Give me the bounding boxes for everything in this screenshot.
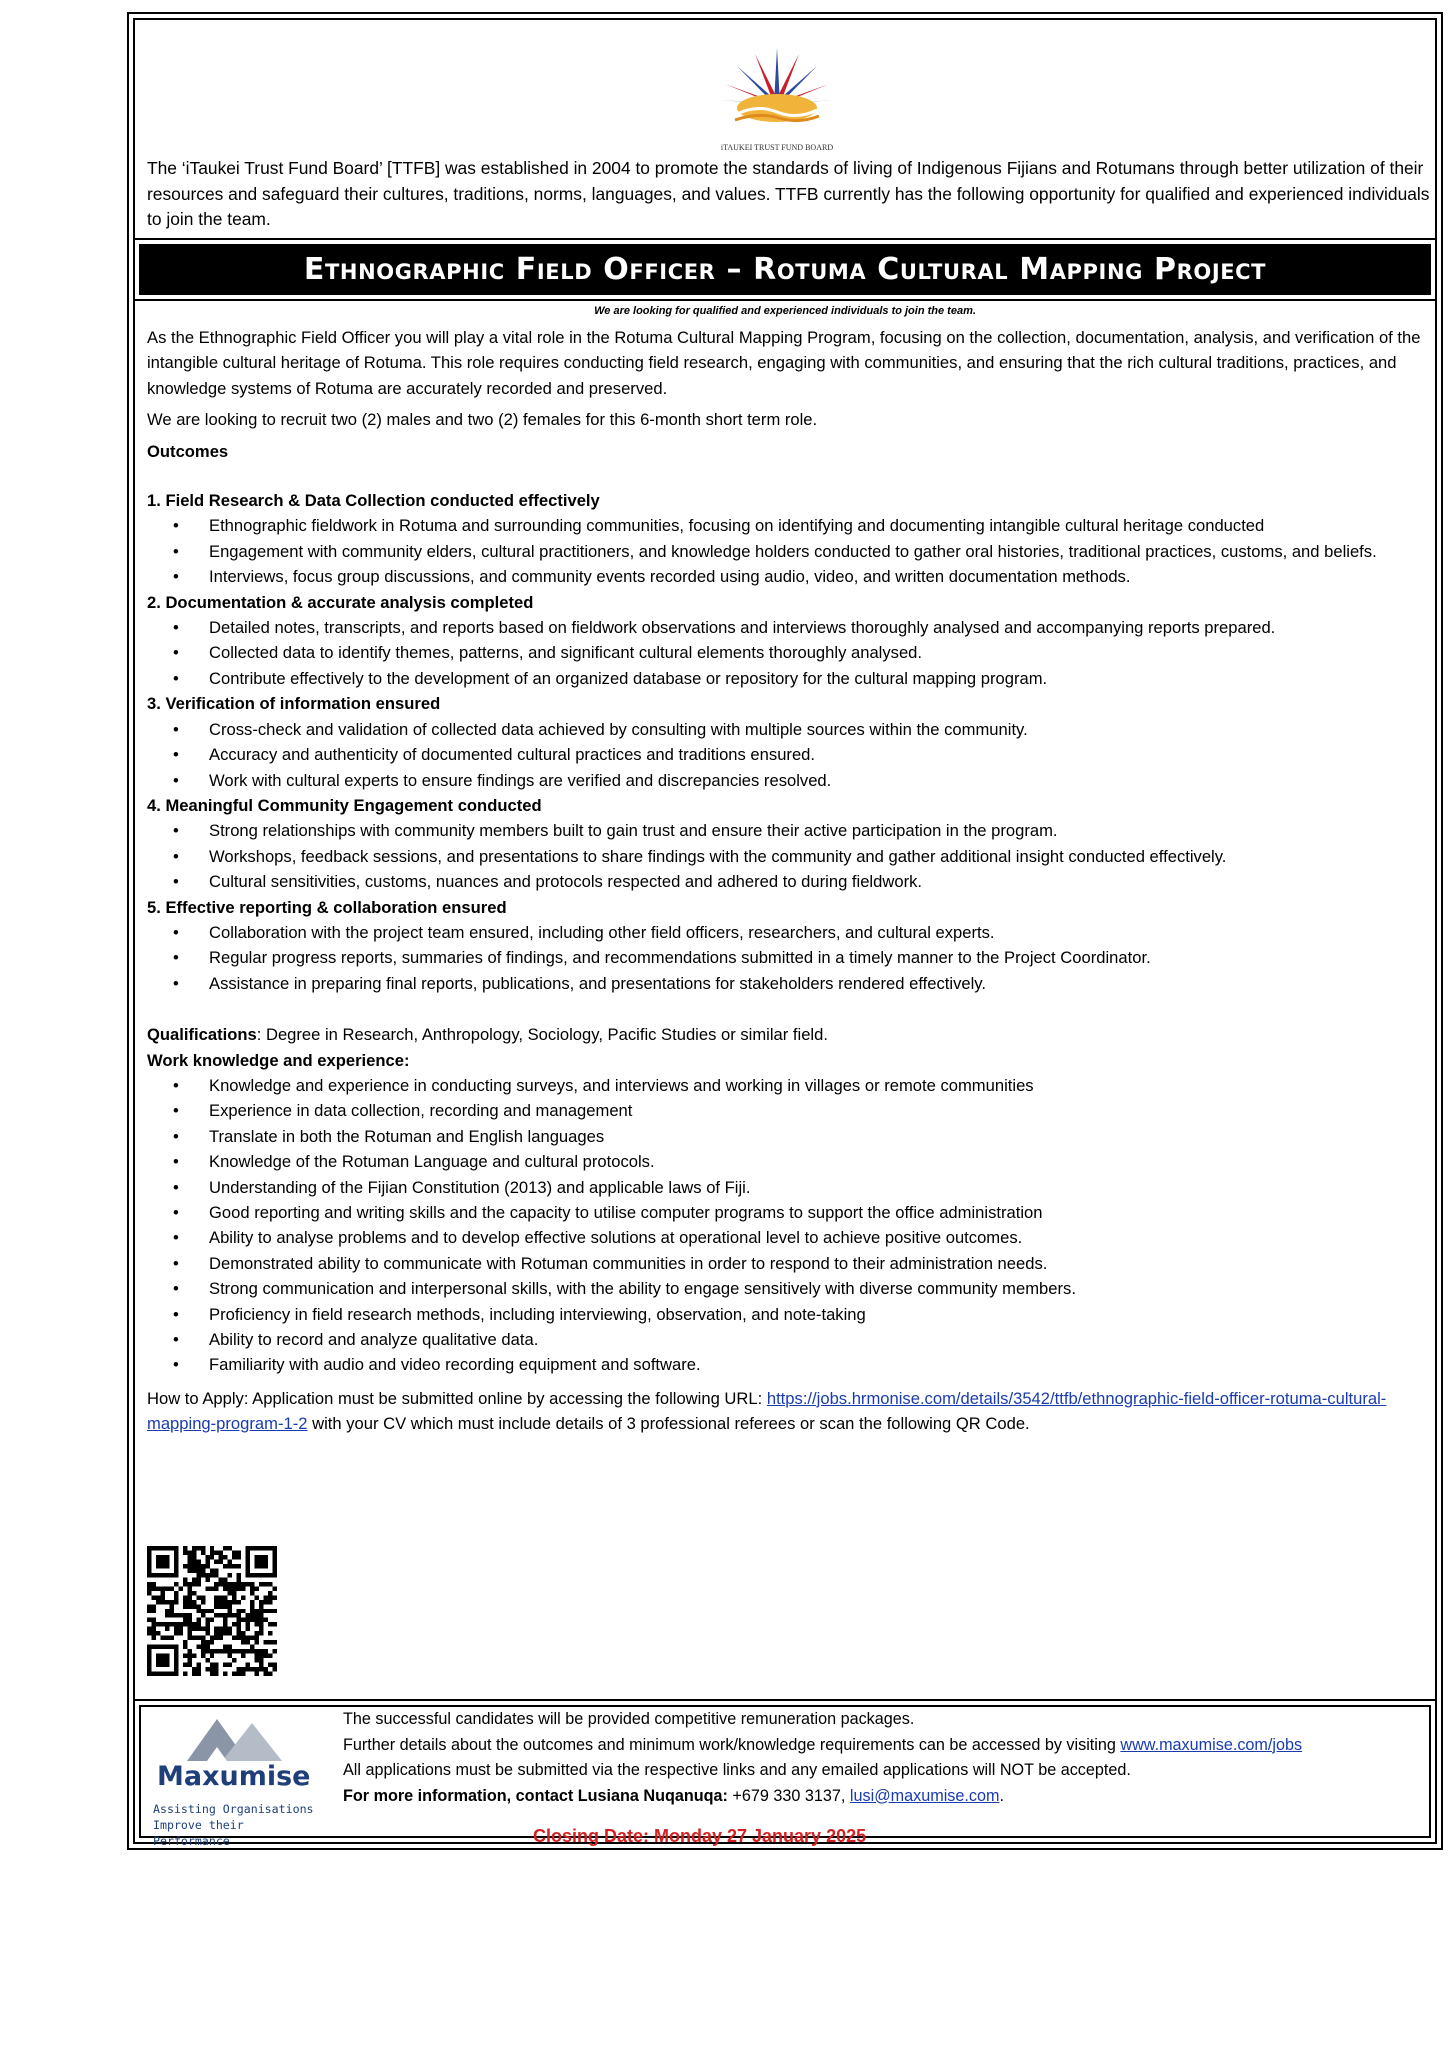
experience-heading: Work knowledge and experience:	[147, 1050, 410, 1070]
outcome-items	[147, 818, 1437, 894]
experience-item: • Ability to record and analyze qualitative data.	[147, 1327, 1437, 1352]
apply-prefix: How to Apply: Application must be submitted online by accessing the following URL:	[147, 1388, 767, 1408]
qr-code[interactable]	[147, 1546, 277, 1676]
maxumise-name: Maxumise	[157, 1761, 311, 1792]
ttfb-logo-text: iTAUKEI TRUST FUND BOARD	[720, 143, 834, 152]
intro-paragraph: The ‘iTaukei Trust Fund Board’ [TTFB] was established in 2004 to promote the standards of living of Indigenous Fijians and Rotumans through better utilization of their resources and safeguard their cultures, traditions, norms, languages, and values. TTFB currently has the following opportunity for qualified and experienced individuals to join the team.	[147, 158, 1430, 229]
outcomes-list	[147, 488, 1437, 996]
outcome-title: 3. Verification of information ensured	[147, 694, 441, 714]
outcome-items	[147, 717, 1437, 793]
qualifications	[147, 1022, 1437, 1047]
contact-label: For more information, contact Lusiana Nuqanuqa:	[343, 1786, 728, 1805]
experience-item: • Knowledge of the Rotuman Language and cultural protocols.	[147, 1149, 1437, 1174]
advert-frame	[127, 12, 1443, 1850]
experience-item: • Familiarity with audio and video recording equipment and software.	[147, 1352, 1437, 1377]
outcome-items	[147, 615, 1437, 691]
outcome-item: • Cross-check and validation of collected data achieved by consulting with multiple sources within the community.	[147, 717, 1437, 742]
outcome-title: 5. Effective reporting & collaboration ensured	[147, 897, 507, 917]
qualifications-label: Qualifications	[147, 1025, 257, 1045]
contact-email-link[interactable]: lusi@maxumise.com	[849, 1786, 1000, 1805]
intro-section	[135, 20, 1435, 238]
experience-item: • Translate in both the Rotuman and English languages	[147, 1124, 1437, 1149]
experience-item: • Good reporting and writing skills and the capacity to utilise computer programs to support the office administration	[147, 1200, 1437, 1225]
experience-item: • Experience in data collection, recording and management	[147, 1098, 1437, 1123]
contact-end: .	[999, 1786, 1004, 1805]
outcome-title: 2. Documentation & accurate analysis completed	[147, 592, 534, 612]
maxumise-tagline-line2: Improve their Performance	[153, 1818, 244, 1848]
footer-line-applications: All applications must be submitted via the respective links and any emailed applications will NOT be accepted.	[343, 1761, 1131, 1779]
footer-section	[135, 1699, 1435, 1848]
maxumise-tagline-line1: Assisting Organisations	[153, 1802, 314, 1816]
outcome-title: 4. Meaningful Community Engagement conducted	[147, 795, 542, 815]
maxumise-mountains-icon	[147, 1713, 327, 1763]
qualifications-text: : Degree in Research, Anthropology, Sociology, Pacific Studies or similar field.	[256, 1025, 828, 1045]
outcome-items	[147, 513, 1437, 589]
outcome-item: • Workshops, feedback sessions, and presentations to share findings with the community and gather additional insight conducted effectively.	[147, 844, 1437, 869]
outcome-item: • Strong relationships with community members built to gain trust and ensure their active participation in the program.	[147, 818, 1437, 843]
outcome-item: • Regular progress reports, summaries of findings, and recommendations submitted in a timely manner to the Project Coordinator.	[147, 945, 1437, 970]
contact-phone: +679 330 3137,	[727, 1786, 850, 1805]
closing-date: Closing Date: Monday 27 January 2025	[533, 1826, 867, 1846]
footer-text	[343, 1707, 1423, 1809]
maxumise-tagline	[153, 1801, 327, 1849]
outcome-item: • Engagement with community elders, cultural practitioners, and knowledge holders conducted to gather oral histories, traditional practices, customs, and beliefs.	[147, 539, 1437, 564]
experience-item: • Demonstrated ability to communicate with Rotuman communities in order to respond to their administration needs.	[147, 1251, 1437, 1276]
outcome-item: • Work with cultural experts to ensure findings are verified and discrepancies resolved.	[147, 768, 1437, 793]
outcome-item: • Collaboration with the project team ensured, including other field officers, researchers, and cultural experts.	[147, 920, 1437, 945]
outcome-item: • Interviews, focus group discussions, and community events recorded using audio, video, and written documentation methods.	[147, 564, 1437, 589]
footer-line-details	[343, 1733, 1423, 1759]
outcome-item: • Ethnographic fieldwork in Rotuma and surrounding communities, focusing on identifying and documenting intangible cultural heritage conducted	[147, 513, 1437, 538]
experience-list	[147, 1073, 1437, 1378]
outcome-item: • Contribute effectively to the development of an organized database or repository for the cultural mapping program.	[147, 666, 1437, 691]
experience-item: • Knowledge and experience in conducting surveys, and interviews and working in villages or remote communities	[147, 1073, 1437, 1098]
outcome-items	[147, 920, 1437, 996]
job-title: Ethnographic Field Officer – Rotuma Cultural Mapping Project	[303, 252, 1267, 287]
recruit-note: We are looking to recruit two (2) males and two (2) females for this 6-month short term role.	[147, 410, 818, 430]
experience-item: • Proficiency in field research methods, including interviewing, observation, and note-taking	[147, 1302, 1437, 1327]
advert-inner-frame	[133, 18, 1437, 1848]
footer-line-contact	[343, 1784, 1423, 1810]
ttfb-logo	[697, 42, 857, 158]
outcome-item: • Assistance in preparing final reports, publications, and presentations for stakeholders rendered effectively.	[147, 971, 1437, 996]
title-banner	[135, 238, 1435, 301]
apply-instructions	[147, 1386, 1437, 1437]
outcome-title: 1. Field Research & Data Collection conducted effectively	[147, 491, 600, 511]
outcome-item: • Detailed notes, transcripts, and reports based on fieldwork observations and interviews thoroughly analysed and accompanying reports prepared.	[147, 615, 1437, 640]
apply-link[interactable]: https://jobs.hrmonise.com/details/3542/ttfb/ethnographic-field-officer-rotuma-cultural-mapping-program-1-2	[147, 1388, 1387, 1434]
experience-item: • Understanding of the Fijian Constitution (2013) and applicable laws of Fiji.	[147, 1175, 1437, 1200]
footer-details-text: Further details about the outcomes and minimum work/knowledge requirements can be accessed by visiting	[343, 1735, 1121, 1754]
job-body	[135, 301, 1435, 1699]
experience-item: • Ability to analyse problems and to develop effective solutions at operational level to achieve positive outcomes.	[147, 1225, 1437, 1250]
experience-item: • Strong communication and interpersonal skills, with the ability to engage sensitively with diverse community members.	[147, 1276, 1437, 1301]
footer-box	[139, 1705, 1431, 1848]
outcomes-heading: Outcomes	[147, 441, 229, 461]
maxumise-logo	[147, 1713, 327, 1848]
outcome-item: • Accuracy and authenticity of documented cultural practices and traditions ensured.	[147, 742, 1437, 767]
apply-suffix: with your CV which must include details of 3 professional referees or scan the following QR Code.	[307, 1414, 1030, 1434]
footer-line-remuneration: The successful candidates will be provided competitive remuneration packages.	[343, 1710, 915, 1728]
outcome-item: • Cultural sensitivities, customs, nuances and protocols respected and adhered to during fieldwork.	[147, 869, 1437, 894]
outcome-item: • Collected data to identify themes, patterns, and significant cultural elements thoroughly analysed.	[147, 640, 1437, 665]
tagline: We are looking for qualified and experienced individuals to join the team.	[594, 305, 976, 317]
maxumise-jobs-link[interactable]: www.maxumise.com/jobs	[1120, 1735, 1303, 1754]
job-description: As the Ethnographic Field Officer you will play a vital role in the Rotuma Cultural Mapping Program, focusing on the collection, documentation, analysis, and verification of the intangible cultural heritage of Rotuma. This role requires conducting field research, engaging with communities, and ensuring that the rich cultural traditions, practices, and knowledge systems of Rotuma are accurately recorded and preserved.	[147, 328, 1421, 398]
